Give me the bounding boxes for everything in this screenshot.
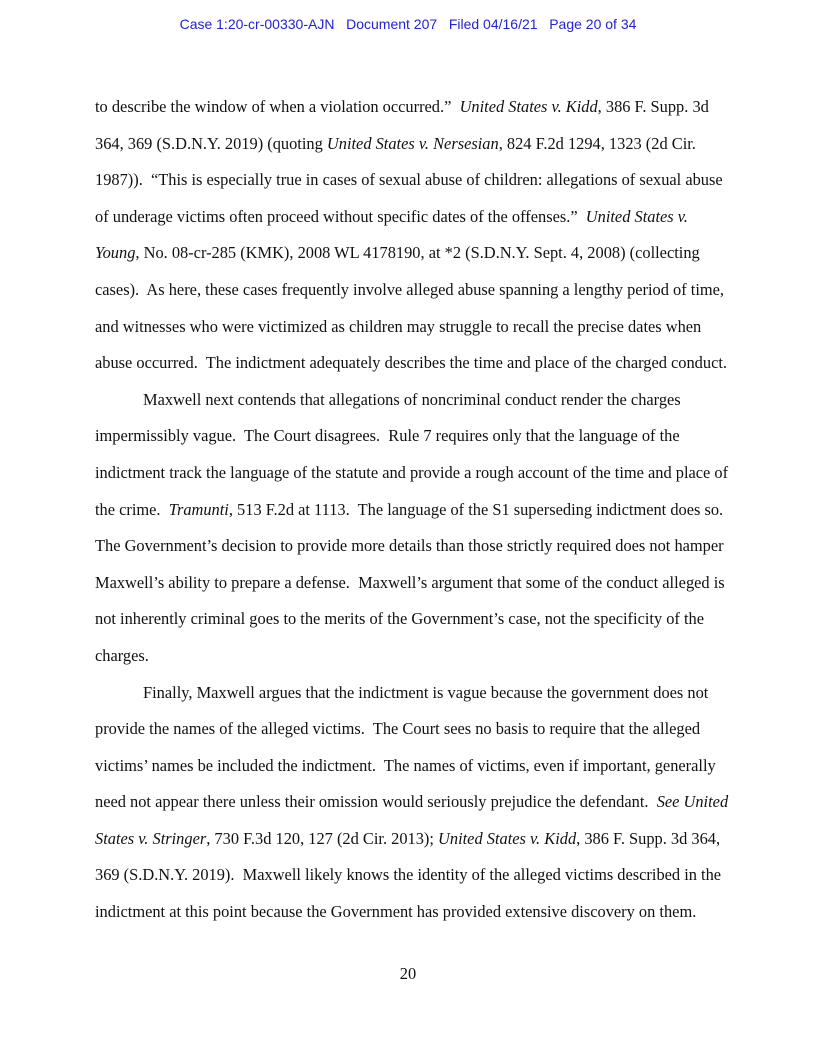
page-number: 20 [399, 964, 417, 983]
case-stamp-header: Case 1:20-cr-00330-AJN Document 207 Filed 04/16/21 Page 20 of 34 [179, 16, 637, 32]
text-segment: victims’ names be included the indictment. The names of victims, even if important, generally [95, 755, 716, 775]
text-line [95, 235, 755, 272]
text-line [95, 528, 755, 565]
paragraph [95, 675, 755, 931]
text-segment: need not appear there unless their omission would seriously prejudice the defendant. [95, 792, 657, 812]
text-segment: Finally, Maxwell argues that the indictment is vague because the government does not [143, 682, 709, 702]
document-body [95, 89, 755, 931]
text-segment: impermissibly vague. The Court disagrees. Rule 7 requires only that the language of the [95, 426, 680, 446]
text-line [95, 565, 755, 602]
text-segment: indictment at this point because the Government has provided extensive discovery on them. [95, 902, 697, 922]
text-line [95, 272, 755, 309]
case-citation: See United [656, 792, 729, 812]
text-segment: Maxwell next contends that allegations of noncriminal conduct render the charges [143, 389, 681, 409]
text-line [95, 382, 755, 419]
text-segment: The Government’s decision to provide more details than those strictly required does not hamper [95, 536, 724, 556]
text-line [95, 345, 755, 382]
text-segment: abuse occurred. The indictment adequately describes the time and place of the charged conduct. [95, 353, 727, 373]
text-segment: indictment track the language of the statute and provide a rough account of the time and place of [95, 462, 729, 482]
text-segment: , No. 08-cr-285 (KMK), 2008 WL 4178190, at *2 (S.D.N.Y. Sept. 4, 2008) (collecting [135, 243, 700, 263]
case-citation: Young [95, 243, 136, 263]
text-line [95, 492, 755, 529]
text-segment: 369 (S.D.N.Y. 2019). Maxwell likely knows the identity of the alleged victims described in the [95, 865, 722, 885]
text-line [95, 199, 755, 236]
text-line [95, 784, 755, 821]
text-line [95, 455, 755, 492]
paragraph [95, 382, 755, 675]
text-line [95, 675, 755, 712]
text-line [95, 162, 755, 199]
text-line [95, 309, 755, 346]
text-segment: 1987)). “This is especially true in cases of sexual abuse of children: allegations of sexual abuse [95, 170, 723, 190]
case-citation: United States v. Kidd [459, 97, 598, 116]
text-segment: cases). As here, these cases frequently involve alleged abuse spanning a lengthy period of time, [95, 279, 725, 299]
text-line [95, 638, 755, 675]
text-segment: , 386 F. Supp. 3d [597, 97, 709, 116]
case-citation: Tramunti [168, 499, 229, 519]
case-citation: United States v. Nersesian [326, 133, 499, 153]
text-line [95, 821, 755, 858]
text-line [95, 89, 755, 126]
text-segment: , 513 F.2d at 1113. The language of the S1 superseding indictment does so. [228, 499, 724, 519]
text-segment: the crime. [95, 499, 169, 519]
text-line [95, 748, 755, 785]
text-segment: to describe the window of when a violation occurred.” [95, 97, 460, 116]
text-segment: and witnesses who were victimized as children may struggle to recall the precise dates when [95, 316, 702, 336]
case-citation: States v. Stringer [95, 828, 207, 848]
text-line [95, 711, 755, 748]
text-segment: , 730 F.3d 120, 127 (2d Cir. 2013); [206, 828, 439, 848]
case-citation: United States v. Kidd [438, 828, 577, 848]
text-segment: charges. [95, 645, 149, 665]
text-segment: 364, 369 (S.D.N.Y. 2019) (quoting [95, 133, 327, 153]
text-segment: of underage victims often proceed without specific dates of the offenses.” [95, 206, 586, 226]
case-citation: United States v. [585, 206, 688, 226]
text-line [95, 894, 755, 931]
paragraph [95, 89, 755, 382]
text-line [95, 857, 755, 894]
text-segment: Maxwell’s ability to prepare a defense. Maxwell’s argument that some of the conduct alleged is [95, 572, 725, 592]
text-line [95, 601, 755, 638]
text-segment: , 824 F.2d 1294, 1323 (2d Cir. [498, 133, 696, 153]
text-segment: provide the names of the alleged victims. The Court sees no basis to require that the alleged [95, 719, 701, 739]
text-line [95, 126, 755, 163]
text-segment: not inherently criminal goes to the merits of the Government’s case, not the specificity of the [95, 609, 705, 629]
text-line [95, 418, 755, 455]
text-segment: , 386 F. Supp. 3d 364, [576, 828, 721, 848]
